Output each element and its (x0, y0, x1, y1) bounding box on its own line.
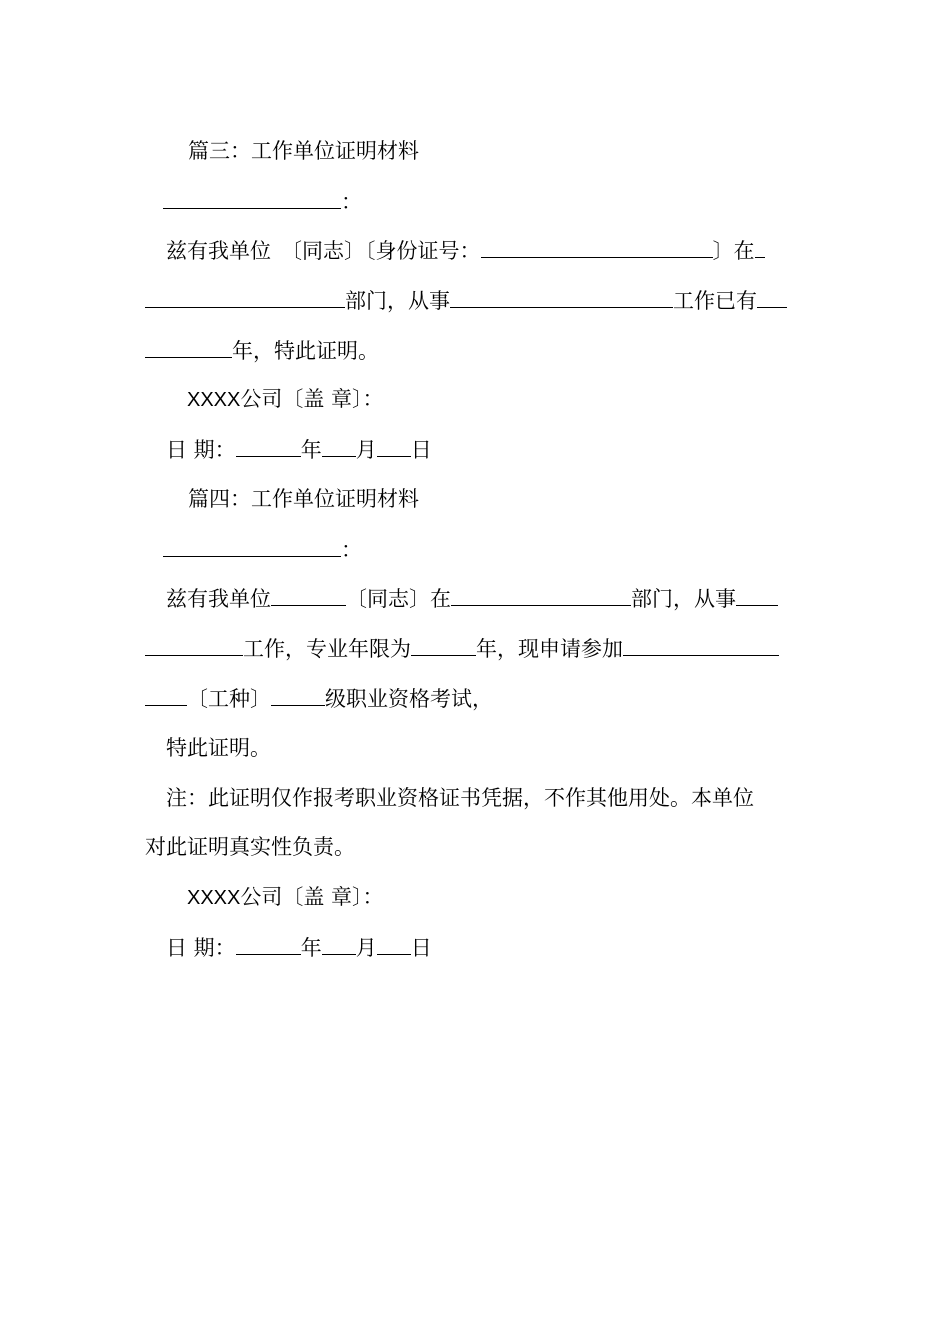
section3-title-text: 篇三：工作单位证明材料 (188, 139, 419, 163)
section3-company-line (187, 384, 852, 414)
department-blank[interactable] (451, 583, 631, 606)
body-text: 〔同志〕〔身份证号： (281, 239, 481, 263)
section3-date-line (166, 434, 831, 464)
work-blank-start[interactable] (736, 583, 778, 606)
body-text: 工作已有 (673, 289, 757, 313)
department-blank[interactable] (145, 285, 345, 308)
name-blank[interactable] (271, 583, 346, 606)
section3-body-line1 (166, 235, 831, 265)
date-label: 日 期： (166, 936, 236, 960)
body-text: 部门，从事 (345, 289, 450, 313)
body-text: 级职业资格考试， (325, 687, 493, 711)
addressee-blank[interactable] (163, 186, 341, 209)
section4-title-text: 篇四：工作单位证明材料 (188, 487, 419, 511)
body-text: 〔同志〕在 (346, 587, 451, 611)
section4-addressee-line (163, 534, 828, 564)
body-text: 兹有我单位 (166, 239, 271, 263)
section3-body-line2 (145, 285, 810, 315)
section4-title (188, 484, 853, 514)
day-blank[interactable] (377, 434, 411, 457)
department-blank-start[interactable] (755, 235, 765, 258)
note-text: 对此证明真实性负责。 (145, 835, 355, 859)
work-blank[interactable] (145, 633, 243, 656)
body-text: 兹有我单位 (166, 587, 271, 611)
body-text: 年，现申请参加 (476, 637, 623, 661)
exam-blank-start[interactable] (623, 633, 779, 656)
addressee-colon: ： (341, 538, 362, 562)
section4-note-line1 (166, 783, 831, 813)
section3-body-line3 (145, 335, 810, 365)
day-label: 日 (410, 936, 432, 960)
section4-company-line (187, 882, 852, 912)
body-text: 年，特此证明。 (232, 339, 379, 363)
body-text: 工作，专业年限为 (243, 637, 411, 661)
month-label: 月 (355, 936, 377, 960)
section4-note-line2 (145, 832, 810, 862)
years-blank[interactable] (411, 633, 476, 656)
work-blank[interactable] (450, 285, 673, 308)
section3-addressee-line (163, 186, 828, 216)
company-name: XXXX (187, 887, 241, 909)
addressee-colon: ： (341, 190, 362, 214)
year-blank[interactable] (236, 434, 301, 457)
year-blank[interactable] (236, 932, 301, 955)
year-label: 年 (300, 438, 322, 462)
company-seal: 公司〔盖 章〕： (240, 387, 384, 411)
level-blank[interactable] (271, 683, 325, 706)
company-seal: 公司〔盖 章〕： (240, 885, 384, 909)
date-label: 日 期： (166, 438, 236, 462)
section4-body-line4 (166, 733, 831, 763)
note-text: 注：此证明仅作报考职业资格证书凭据，不作其他用处。本单位 (166, 786, 754, 810)
years-blank-start[interactable] (757, 285, 787, 308)
body-text: 特此证明。 (166, 736, 271, 760)
body-text: 〔工种〕 (187, 687, 271, 711)
section4-body-line3 (145, 683, 810, 713)
years-blank[interactable] (145, 335, 232, 358)
body-text: 〕在 (712, 239, 755, 263)
company-name: XXXX (187, 389, 241, 411)
section4-date-line (166, 932, 831, 962)
month-blank[interactable] (322, 434, 356, 457)
day-label: 日 (410, 438, 432, 462)
day-blank[interactable] (377, 932, 411, 955)
section3-title (188, 136, 853, 166)
id-number-blank[interactable] (481, 235, 713, 258)
section4-body-line1 (166, 583, 831, 613)
year-label: 年 (300, 936, 322, 960)
month-blank[interactable] (322, 932, 356, 955)
exam-blank[interactable] (145, 683, 187, 706)
month-label: 月 (355, 438, 377, 462)
section4-body-line2 (145, 633, 810, 663)
body-text: 部门，从事 (631, 587, 736, 611)
addressee-blank[interactable] (163, 534, 341, 557)
